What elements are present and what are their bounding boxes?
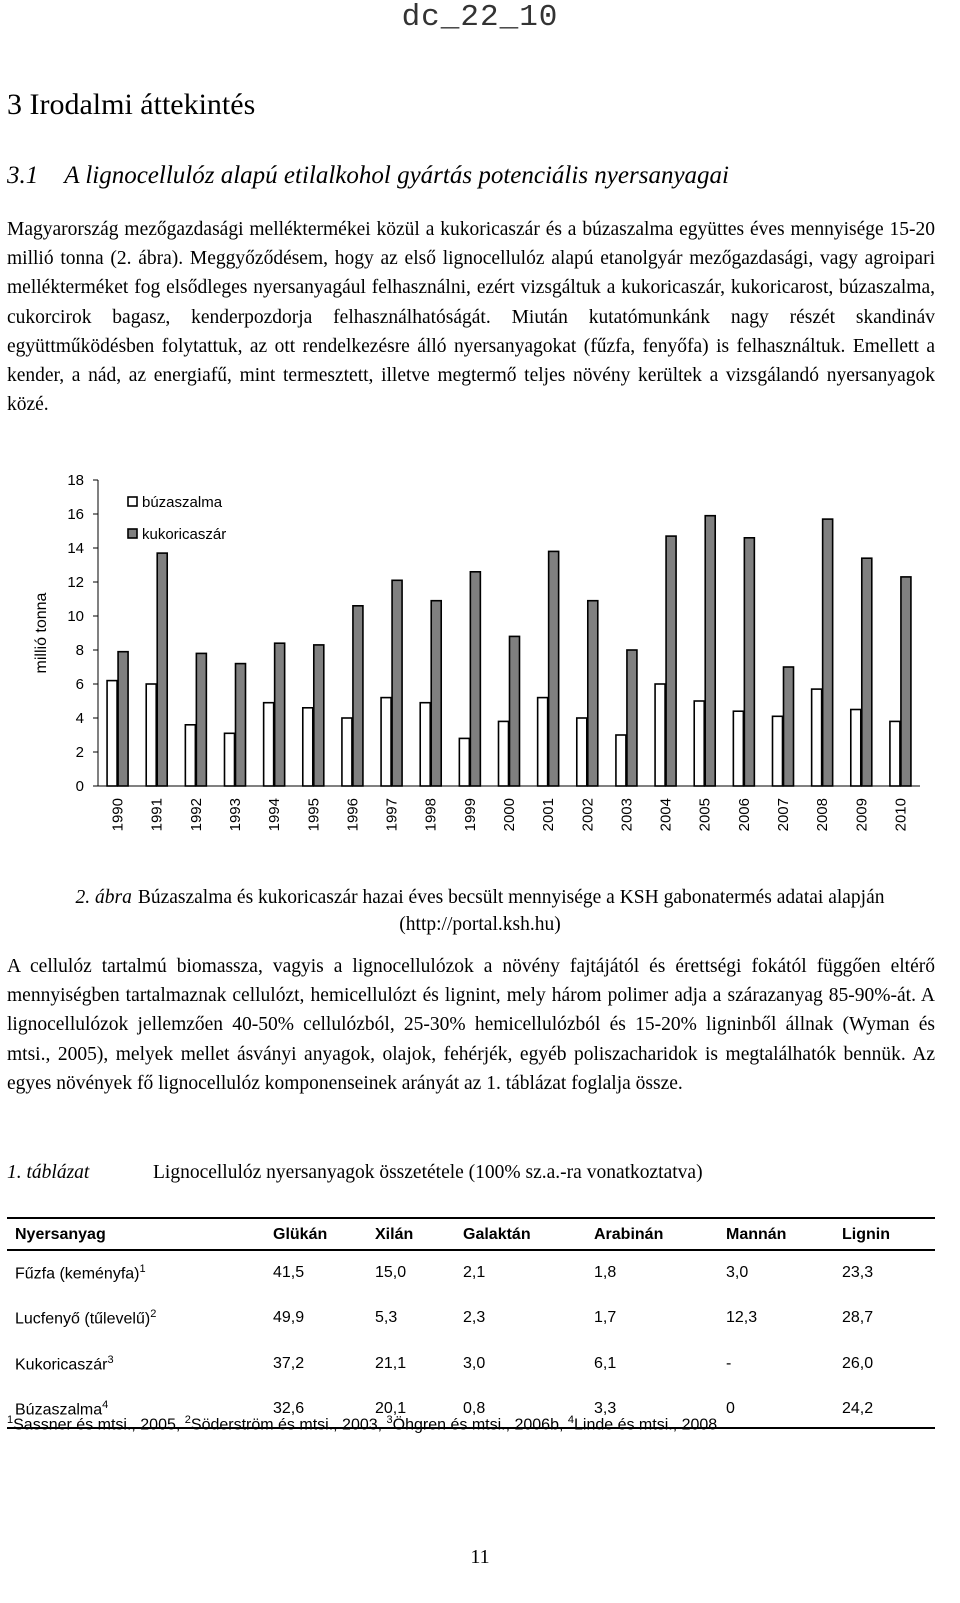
header-cell: Xilán <box>375 1218 463 1250</box>
document-id: dc_22_10 <box>401 0 559 35</box>
legend-swatch <box>128 497 137 506</box>
x-tick-label: 2006 <box>735 798 753 832</box>
table-row <box>7 1342 935 1387</box>
table-cell: 2,3 <box>463 1309 486 1327</box>
figure-label: 2. ábra <box>75 887 132 908</box>
header-cell: Nyersanyag <box>7 1218 273 1250</box>
bar-buzaszalma-1994 <box>264 703 274 786</box>
y-tick-label: 12 <box>67 574 84 591</box>
table-cell: - <box>726 1354 732 1372</box>
bar-buzaszalma-2000 <box>499 721 509 786</box>
row-name: Kukoricaszár$^3$ <box>15 1353 114 1373</box>
row-name: Lucfenyő (tűlevelű)$^2$ <box>15 1308 157 1328</box>
bar-buzaszalma-1997 <box>381 698 391 786</box>
bar-kukoricaszar-2008 <box>823 519 833 786</box>
bar-buzaszalma-2003 <box>616 735 626 786</box>
row-name: Búzaszalma$^4$ <box>7 1387 273 1428</box>
bar-kukoricaszar-2006 <box>744 538 754 786</box>
legend-label: kukoricaszár <box>142 526 227 543</box>
x-tick-label: 2000 <box>501 798 518 832</box>
table-cell: 1,7 <box>594 1309 617 1327</box>
x-tick-label: 2003 <box>618 798 636 832</box>
table-cell: 0,8 <box>463 1387 594 1428</box>
table-cell: 37,2 <box>273 1354 305 1372</box>
paragraph-intro: Magyarország mezőgazdasági melléktermékei közül a kukoricaszár és a búzaszalma együttes éves mennyisége 15-20 millió tonna (2. ábra). Meggyőződésem, hogy az első lignocellulóz alapú etanolgyár mezőgazdasági, vagy agroipari mellékterméket fog elsődleges nyersanyagául felhasználni, ezért vizsgáltuk a kukoricaszár, kukoricarost, búzaszalma, cukorcirok bagasz, kenderpozdorja felhasználhatóságát. Miután kutatómunkánk nagy részét skandináv együttműködésben folytattuk, az ott rendelkezésre álló nyersanyagokat (fűzfa, fenyőfa) is felhasználtuk. Emellett a kender, a nád, az energiafű, mint termesztett, illetve megtermő teljes növény kerültek a vizsgálandó nyersanyagok közé. <box>7 219 935 416</box>
bar-buzaszalma-2005 <box>694 701 704 786</box>
legend-swatch <box>128 529 137 538</box>
table-cell: 2,1 <box>463 1264 486 1282</box>
bar-kukoricaszar-1998 <box>431 601 441 786</box>
paragraph-lignocellulose: A cellulóz tartalmú biomassza, vagyis a lignocellulózok a növény fajtájától és érettségi fokától függően eltérő mennyiségben tartalmaznak cellulózt, hemicellulózt és lignint, mely három polimer adja a szárazanyag 85-90%-át. A lignocellulózok jellemzően 40-50% cellulózból, 25-30% hemicellulózból és 15-20% ligninből állnak (Wyman és mtsi., 2005), melyek mellet ásványi anyagok, olajok, fehérjék, egyéb poliszacharidok is megtalálhatók bennük. Az egyes növények fő lignocellulóz komponenseinek arányát az 1. táblázat foglalja össze. <box>7 956 935 1094</box>
table-row <box>7 1296 935 1341</box>
table-cell: 26,0 <box>842 1354 874 1372</box>
table-cell: 23,3 <box>842 1264 874 1282</box>
header-cell: Mannán <box>726 1218 842 1250</box>
chart-svg <box>0 470 960 850</box>
subsection-title: A lignocellulóz alapú etilalkohol gyártás potenciális nyersanyagai <box>64 162 729 189</box>
bar-chart <box>0 470 960 850</box>
table-row <box>7 1250 935 1296</box>
y-tick-label: 4 <box>75 710 84 727</box>
x-tick-label: 2007 <box>775 798 792 832</box>
x-tick-label: 1993 <box>227 798 244 832</box>
bar-buzaszalma-2001 <box>538 698 548 786</box>
bar-kukoricaszar-2000 <box>510 636 520 786</box>
bar-kukoricaszar-1997 <box>392 580 402 786</box>
bar-buzaszalma-2008 <box>812 689 822 786</box>
bar-buzaszalma-1999 <box>459 738 469 786</box>
x-tick-label: 1997 <box>383 798 401 832</box>
table-cell: 1,8 <box>594 1264 617 1282</box>
x-tick-label: 1998 <box>422 798 440 832</box>
y-tick-label: 14 <box>67 540 84 557</box>
table-cell: 28,7 <box>842 1309 874 1327</box>
table-cell: 49,9 <box>273 1309 305 1327</box>
bar-kukoricaszar-2002 <box>588 601 598 786</box>
header-cell: Glükán <box>273 1218 375 1250</box>
bar-kukoricaszar-1999 <box>470 572 480 786</box>
table-cell: 3,0 <box>726 1264 749 1282</box>
y-tick-label: 2 <box>75 744 84 761</box>
bar-kukoricaszar-2007 <box>784 667 794 786</box>
table-cell: 41,5 <box>273 1264 305 1282</box>
x-tick-label: 2005 <box>696 798 714 832</box>
table-title <box>7 1162 703 1184</box>
bar-kukoricaszar-1991 <box>157 553 167 786</box>
figure-caption <box>0 884 960 938</box>
x-tick-label: 1992 <box>187 798 205 832</box>
y-tick-label: 10 <box>67 608 84 625</box>
x-tick-label: 1990 <box>109 798 127 832</box>
x-tick-label: 2001 <box>540 798 558 832</box>
table-cell: 5,3 <box>375 1309 398 1327</box>
table-header-row <box>7 1218 935 1250</box>
bar-buzaszalma-1995 <box>303 708 313 786</box>
legend-label: búzaszalma <box>142 494 223 511</box>
bar-kukoricaszar-1994 <box>275 643 285 786</box>
bar-buzaszalma-1990 <box>107 681 117 786</box>
bar-buzaszalma-1993 <box>225 733 235 786</box>
y-tick-label: 0 <box>75 778 84 795</box>
bar-buzaszalma-2007 <box>773 716 783 786</box>
bar-kukoricaszar-1992 <box>196 653 206 786</box>
bar-kukoricaszar-2004 <box>666 536 676 786</box>
table-cell: 3,0 <box>463 1354 486 1372</box>
y-tick-label: 18 <box>67 472 84 489</box>
header-cell: Arabinán <box>594 1218 726 1250</box>
bar-buzaszalma-1998 <box>420 703 430 786</box>
table-cell: 0 <box>726 1387 842 1428</box>
bar-buzaszalma-2010 <box>890 721 900 786</box>
table-title-text: Lignocellulóz nyersanyagok összetétele (100% sz.a.-ra vonatkoztatva) <box>153 1162 703 1183</box>
bar-buzaszalma-2006 <box>733 711 743 786</box>
table-cell: 12,3 <box>726 1309 758 1327</box>
y-tick-label: 6 <box>75 676 84 693</box>
table-cell: 24,2 <box>842 1387 935 1428</box>
table-cell: 21,1 <box>375 1354 407 1372</box>
y-axis-label: millió tonna <box>33 592 50 674</box>
bar-buzaszalma-1996 <box>342 718 352 786</box>
table-cell: 20,1 <box>375 1387 463 1428</box>
row-name: Fűzfa (keményfa)$^1$ <box>15 1263 146 1283</box>
header-cell: Galaktán <box>463 1218 594 1250</box>
table-cell: 6,1 <box>594 1354 617 1372</box>
table-cell: 32,6 <box>273 1387 375 1428</box>
x-tick-label: 2010 <box>892 798 910 832</box>
x-tick-label: 2008 <box>814 798 832 832</box>
subsection-number: 3.1 <box>7 162 39 189</box>
y-tick-label: 16 <box>67 506 84 523</box>
page-number: 11 <box>470 1546 490 1568</box>
bar-kukoricaszar-2009 <box>862 558 872 786</box>
x-tick-label: 2004 <box>657 798 675 832</box>
header-cell: Lignin <box>842 1218 935 1250</box>
y-tick-label: 8 <box>75 642 84 659</box>
x-tick-label: 1999 <box>461 798 479 832</box>
composition-table <box>7 1217 935 1429</box>
bar-buzaszalma-2004 <box>655 684 665 786</box>
bar-buzaszalma-2002 <box>577 718 587 786</box>
table-label: 1. táblázat <box>7 1162 90 1183</box>
bar-kukoricaszar-2003 <box>627 650 637 786</box>
bar-kukoricaszar-1995 <box>314 645 324 786</box>
bar-buzaszalma-1992 <box>185 725 195 786</box>
bar-buzaszalma-2009 <box>851 710 861 787</box>
bar-buzaszalma-1991 <box>146 684 156 786</box>
x-tick-label: 2002 <box>579 798 597 832</box>
x-tick-label: 1996 <box>344 798 362 832</box>
bar-kukoricaszar-2010 <box>901 577 911 786</box>
bar-kukoricaszar-1990 <box>118 652 128 786</box>
x-tick-label: 1995 <box>305 798 323 832</box>
bar-kukoricaszar-2001 <box>549 551 559 786</box>
bar-kukoricaszar-2005 <box>705 516 715 786</box>
bar-kukoricaszar-1996 <box>353 606 363 786</box>
x-tick-label: 2009 <box>853 798 871 832</box>
table-cell: 3,3 <box>594 1387 726 1428</box>
table-cell: 15,0 <box>375 1264 407 1282</box>
table-footnote: $^1$Sassner és mtsi., 2005, $^2$Söderström és mtsi., 2003, $^3$Öhgren és mtsi., 2006b, $^4$Linde és mtsi., 2008 <box>7 1414 718 1434</box>
x-tick-label: 1994 <box>266 798 284 832</box>
subsection-heading <box>7 162 729 190</box>
x-tick-label: 1991 <box>148 798 166 832</box>
section-heading: 3 Irodalmi áttekintés <box>7 88 256 121</box>
figure-caption-text: Búzaszalma és kukoricaszár hazai éves becsült mennyisége a KSH gabonatermés adatai alapján (http://portal.ksh.hu) <box>137 887 885 935</box>
bar-kukoricaszar-1993 <box>236 664 246 786</box>
